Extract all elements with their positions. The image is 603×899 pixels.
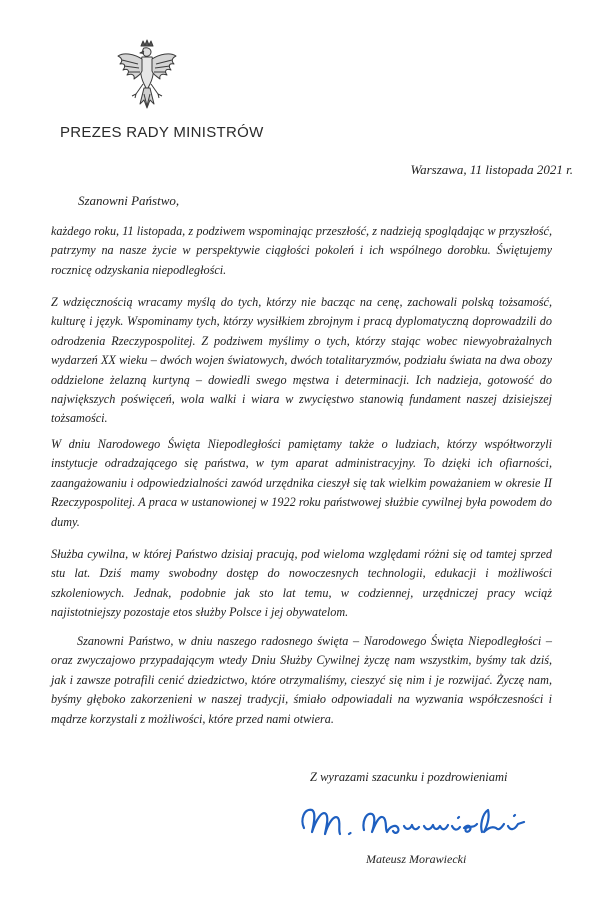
paragraph-2: Z wdzięcznością wracamy myślą do tych, którzy nie bacząc na cenę, zachowali polską tożsamość, kulturę i język. Wspominamy tych, którzy wysiłkiem zbrojnym i pracą dyplomatyczną doprowadzili do odrodzenia Rzeczypospolitej. Z podziwem myślimy o tych, którzy stając wobec niewyobrażalnych wydarzeń XX wieku – dwóch wojen światowych, dwóch totalitaryzmów, podziału świata na dwa obozy oddzielone żelazną kurtyną – dowiedli swego męstwa i determinacji. Ich nadzieja, gotowość do największych poświęceń, wola walki i wiara w zwycięstwo stanowią fundament naszej dzisiejszej tożsamości. (51, 295, 552, 426)
eagle-emblem-icon (114, 38, 180, 122)
signer-name: Mateusz Morawiecki (366, 852, 467, 866)
paragraph-5: Szanowni Państwo, w dniu naszego radosnego święta – Narodowego Święta Niepodległości – oraz zwyczajowo przypadającym wtedy Dniu Służby Cywilnej życzę nam wszystkim, byśmy tak dziś, jak i zawsze potrafili cenić dziedzictwo, które otrzymaliśmy, cieszyć się nim i je rozwijać. Życzę nam, byśmy głęboko zakorzenieni w naszej tradycji, śmiało odpowiadali na wyzwania współczesności i mądrze korzystali z możliwości, które przed nami otwiera. (51, 634, 552, 726)
letter-date: Warszawa, 11 listopada 2021 r. (410, 162, 573, 177)
paragraph-3: W dniu Narodowego Święta Niepodległości pamiętamy także o ludziach, którzy współtworzyli instytucje odradzającego się państwa, w tym aparat administracyjny. To dzięki ich ofiarności, zaangażowaniu i odpowiedzialności zawód urzędnika cieszył się tak wielkim poważaniem w okresie II Rzeczypospolitej. A praca w ustanowionej w 1922 roku państwowej służbie cywilnej była powodem do dumy. (51, 437, 552, 529)
salutation: Szanowni Państwo, (78, 193, 180, 208)
paragraph-4: Służba cywilna, w której Państwo dzisiaj pracują, pod wieloma względami różni się od tamtej sprzed stu lat. Dziś mamy swobodny dostęp do nowoczesnych technologii, edukacji i możliwości szkoleniowych. Jednak, podobnie jak sto lat temu, w codziennej, urzędniczej pracy wciąż najistotniejszy pozostaje etos służby Polsce i jej obywatelom. (51, 547, 552, 620)
paragraph-1: każdego roku, 11 listopada, z podziwem wspominając przeszłość, z nadzieją spoglądając w przyszłość, patrzymy na nasze życie w perspektywie ciągłości pokoleń i ich wspólnego dorobku. Świętujemy rocznicę odzyskania niepodległości. (51, 224, 552, 277)
letterhead-title: PREZES RADY MINISTRÓW (60, 124, 264, 141)
handwritten-signature (292, 798, 552, 846)
closing-line: Z wyrazami szacunku i pozdrowieniami (310, 770, 508, 784)
